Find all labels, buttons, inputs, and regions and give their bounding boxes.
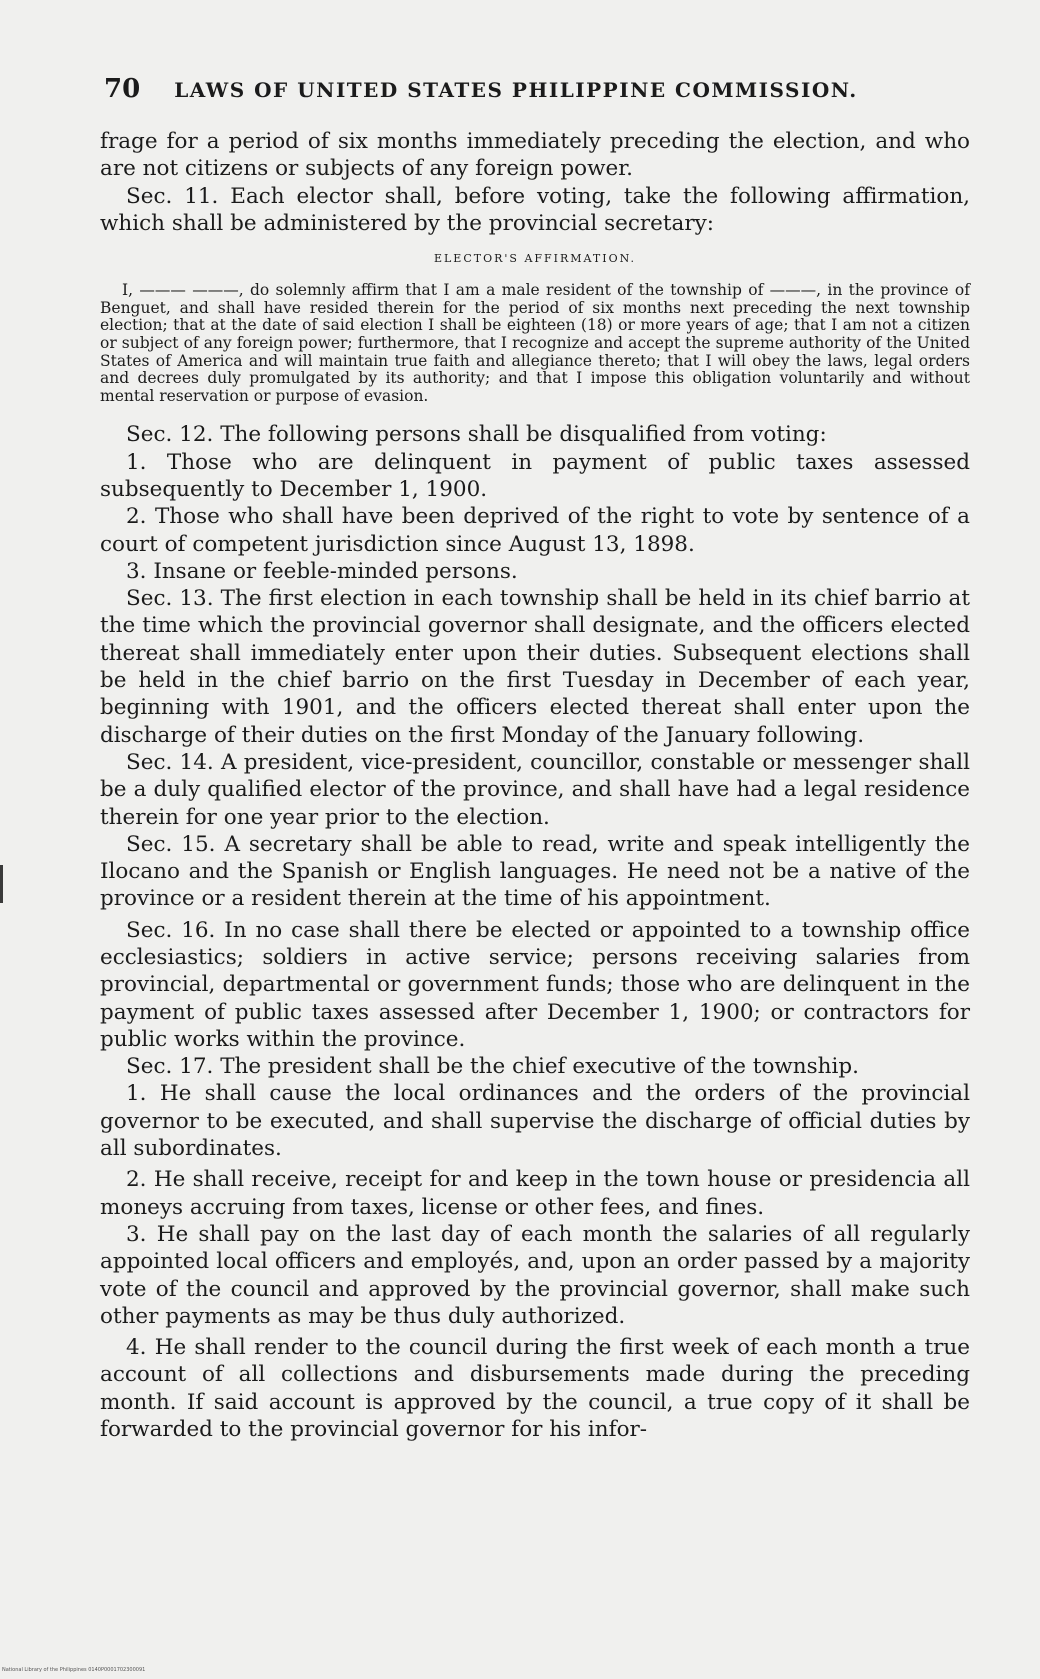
page-body [100,128,970,1443]
section-11: Sec. 11. Each elector shall, before voting, take the following affirmation, which shall be administered by the provincial secretary: [100,183,970,236]
affirmation-text: I, ——— ———, do solemnly affirm that I am a male resident of the township of ———, in the province of Benguet, and shall have resided therein for the period of six months next preceding the next township election; that at the date of said election I shall be eighteen (18) or more years of age; that I am not a citizen or subject of any foreign power; furthermore, that I recognize and accept the supreme authority of the United States of America and will maintain true faith and allegiance thereto; that I will obey the laws, legal orders and decrees duly promulgated by its authority; and that I impose this obligation voluntarily and without mental reservation or purpose of evasion. [100,281,970,405]
section-14: Sec. 14. A president, vice-president, councillor, constable or messenger shall be a duly qualified elector of the province, and shall have had a legal residence therein for one year prior to the election. [100,749,970,830]
section-16: Sec. 16. In no case shall there be elected or appointed to a township office ecclesiastics; soldiers in active service; persons receiving salaries from provincial, departmental or government funds; those who are delinquent in the payment of public taxes assessed after December 1, 1900; or contractors for public works within the province. [100,917,970,1052]
section-17-item-4: 4. He shall render to the council during the first week of each month a true account of all collections and disbursements made during the preceding month. If said account is approved by the council, a true copy of it shall be forwarded to the provincial governor for his infor- [100,1335,970,1443]
section-17-item-2: 2. He shall receive, receipt for and keep in the town house or presidencia all moneys accruing from taxes, license or other fees, and fines. [100,1167,970,1220]
section-17: Sec. 17. The president shall be the chief executive of the township. [126,1054,859,1080]
paragraph-continuation: frage for a period of six months immediately preceding the election, and who are not citizens or subjects of any foreign power. [100,129,970,182]
section-12: Sec. 12. The following persons shall be disqualified from voting: [126,422,827,448]
running-title: LAWS OF UNITED STATES PHILIPPINE COMMISSION. [174,78,858,102]
section-13: Sec. 13. The first election in each township shall be held in its chief barrio at the time which the provincial governor shall designate, and the officers elected thereat shall immediately enter upon their duties. Subsequent elections shall be held in the chief barrio on the first Tuesday in December of each year, beginning with 1901, and the officers elected thereat shall enter upon the discharge of their duties on the first Monday of the January following. [100,586,970,748]
scan-credit: National Library of the Philippines 0140P0001702300091 [2,1667,146,1673]
affirmation-heading: ELECTOR'S AFFIRMATION. [433,252,637,266]
section-12-item-3: 3. Insane or feeble-minded persons. [126,558,518,584]
page-header [104,74,884,104]
section-17-item-3: 3. He shall pay on the last day of each month the salaries of all regularly appointed local officers and employés, and, upon an order passed by a majority vote of the council and approved by the provincial governor, shall make such other payments as may be thus duly authorized. [100,1221,970,1329]
section-17-item-1: 1. He shall cause the local ordinances and the orders of the provincial governor to be executed, and shall supervise the discharge of official duties by all subordinates. [100,1081,970,1162]
section-12-item-1: 1. Those who are delinquent in payment of public taxes assessed subsequently to December 1, 1900. [100,449,970,502]
section-12-item-2: 2. Those who shall have been deprived of the right to vote by sentence of a court of competent jurisdiction since August 13, 1898. [100,504,970,557]
section-15: Sec. 15. A secretary shall be able to read, write and speak intelligently the Ilocano and the Spanish or English languages. He need not be a native of the province or a resident therein at the time of his appointment. [100,831,970,912]
page-edge-mark [0,865,3,903]
page-number: 70 [104,74,141,104]
